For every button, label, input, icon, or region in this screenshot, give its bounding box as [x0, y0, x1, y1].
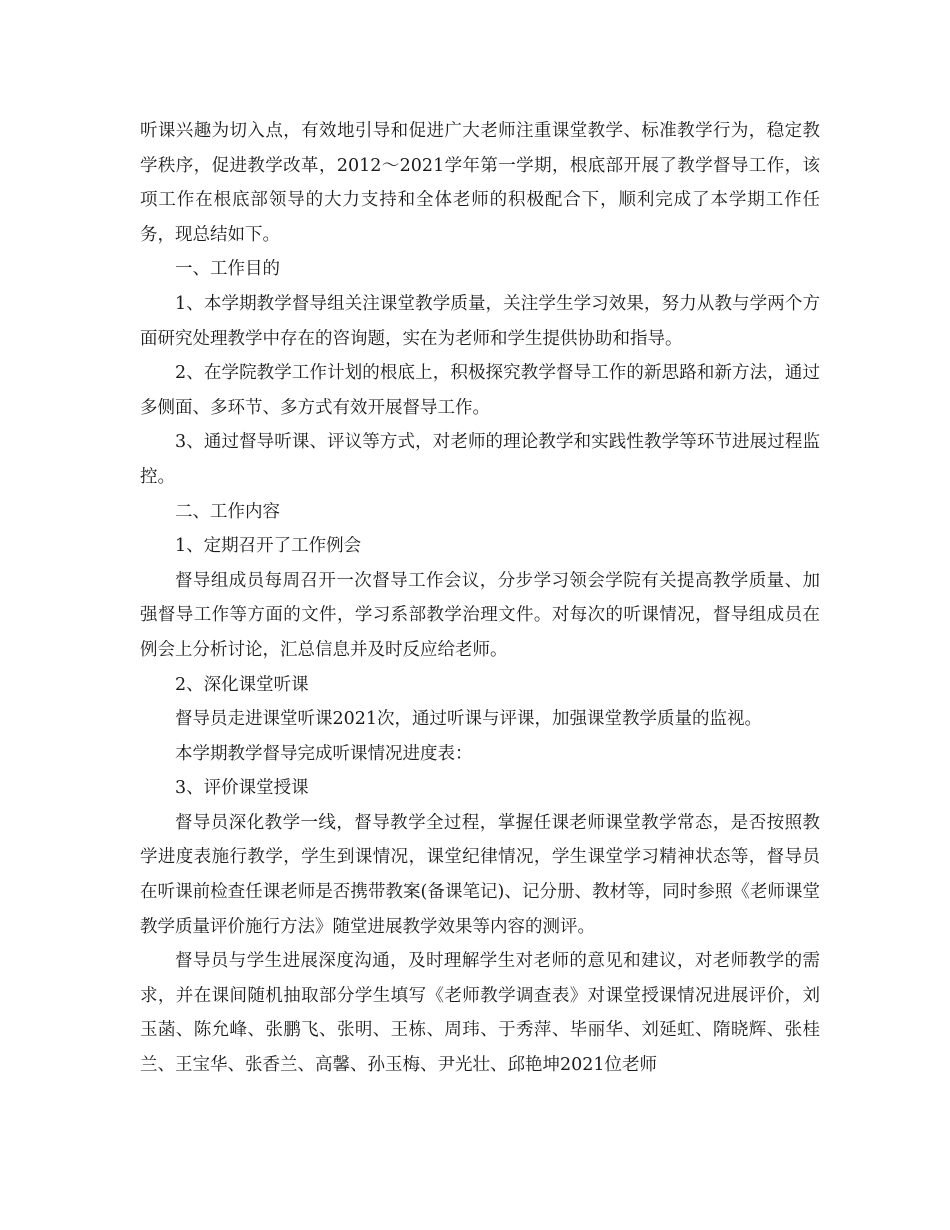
paragraph-purpose-2: 2、在学院教学工作计划的根底上，积极探究教学督导工作的新思路和新方法，通过多侧面、多环节、多方式有效开展督导工作。 — [140, 363, 820, 418]
heading-work-purpose: 一、工作目的 — [175, 259, 280, 280]
paragraph-observation-count: 督导员走进课堂听课2021次，通过听课与评课，加强课堂教学质量的监视。 — [175, 709, 763, 730]
subheading-evaluate-teaching: 3、评价课堂授课 — [175, 778, 309, 799]
paragraph-intro-continued: 听课兴趣为切入点，有效地引导和促进广大老师注重课堂教学、标准教学行为，稳定教学秩序，促进教学改革，2012～2021学年第一学期，根底部开展了教学督导工作，该项工作在根底部领导的大力支持和全体老师的积极配合下，顺利完成了本学期工作任务，现总结如下。 — [140, 121, 820, 245]
paragraph-purpose-3: 3、通过督导听课、评议等方式，对老师的理论教学和实践性教学等环节进展过程监控。 — [140, 432, 820, 487]
subheading-class-observation: 2、深化课堂听课 — [175, 674, 309, 695]
paragraph-purpose-1: 1、本学期教学督导组关注课堂教学质量，关注学生学习效果，努力从教与学两个方面研究处理教学中存在的咨询题，实在为老师和学生提供协助和指导。 — [140, 293, 820, 349]
paragraph-progress-table-caption: 本学期教学督导完成听课情况进度表： — [175, 743, 473, 764]
heading-work-content: 二、工作内容 — [175, 501, 280, 522]
paragraph-meetings: 督导组成员每周召开一次督导工作会议，分步学习领会学院有关提高教学质量、加强督导工作等方面的文件，学习系部教学治理文件。对每次的听课情况，督导组成员在例会上分析讨论，汇总信息并及时反应给老师。 — [140, 570, 820, 660]
paragraph-evaluation-process: 督导员深化教学一线，督导教学全过程，掌握任课老师课堂教学常态，是否按照教学进度表施行教学，学生到课情况，课堂纪律情况，学生课堂学习精神状态等，督导员在听课前检查任课老师是否携带教案(备课笔记)、记分册、教材等，同时参照《老师课堂教学质量评价施行方法》随堂进展教学效果等内容的测评。 — [140, 812, 820, 937]
paragraph-student-feedback: 督导员与学生进展深度沟通，及时理解学生对老师的意见和建议，对老师教学的需求，并在课间随机抽取部分学生填写《老师教学调查表》对课堂授课情况进展评价，刘玉菡、陈允峰、张鹏飞、张明、王栋、周玮、于秀萍、毕丽华、刘延虹、隋晓辉、张桂兰、王宝华、张香兰、高馨、孙玉梅、尹光壮、邱艳坤2021位老师 — [140, 951, 820, 1076]
document-body — [140, 114, 820, 1083]
subheading-regular-meetings: 1、定期召开了工作例会 — [175, 536, 362, 557]
